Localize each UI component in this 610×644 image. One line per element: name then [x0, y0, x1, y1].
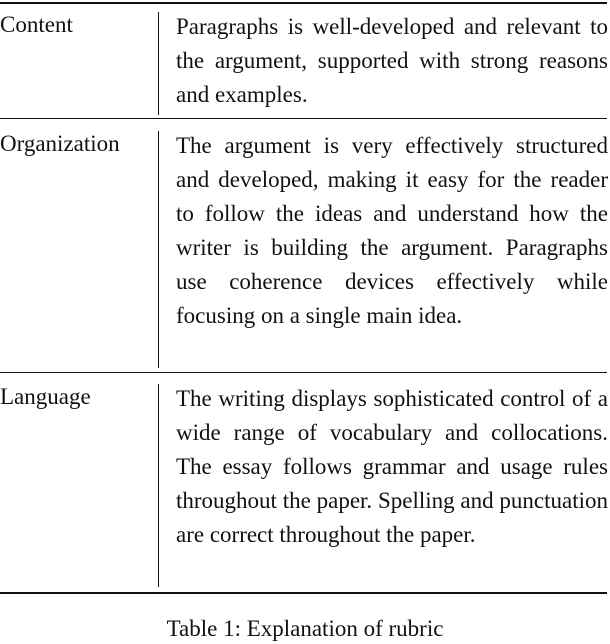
row-description-content: Paragraphs is well-developed and relevant to the argument, supported with strong reasons and examples. [176, 14, 608, 107]
row-description-organization: The argument is very effectively structured and developed, making it easy for the reader to follow the ideas and understand how the writer is building the argument. Paragraphs use coherence devices effectively while focusing on a single main idea. [176, 133, 608, 328]
table-caption: Table 1: Explanation of rubric [166, 616, 444, 641]
table-bottom-rule [0, 592, 607, 594]
row-divider-rule [0, 372, 607, 373]
row-divider-rule [0, 118, 607, 119]
row-category-organization: Organization [0, 131, 120, 156]
column-divider [158, 12, 159, 115]
row-category-content: Content [0, 12, 73, 37]
row-category-language: Language [0, 384, 91, 409]
column-divider [158, 131, 159, 368]
column-divider [158, 384, 159, 587]
row-description-language: The writing displays sophisticated control of a wide range of vocabulary and collocations. The essay follows grammar and usage rules throughout the paper. Spelling and punctuation are correct throughout the paper. [176, 386, 608, 547]
table-top-rule [0, 2, 607, 4]
